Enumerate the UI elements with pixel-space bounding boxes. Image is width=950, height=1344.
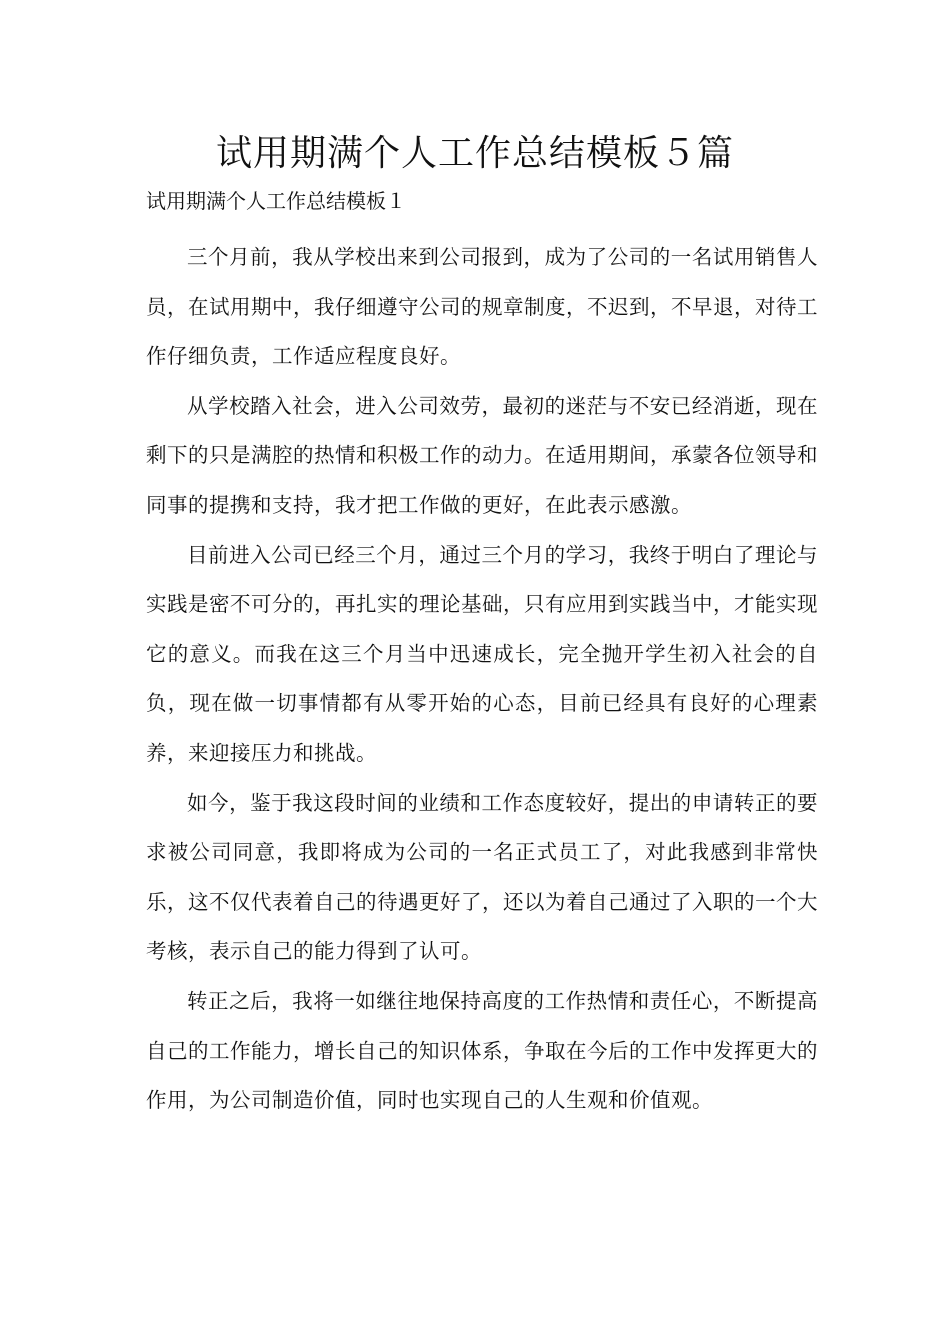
document-title: 试用期满个人工作总结模板５篇 (215, 133, 734, 174)
paragraph-2: 从学校踏入社会，进入公司效劳，最初的迷茫与不安已经消逝，现在剩下的只是满腔的热情和积极工作的动力。在适用期间，承蒙各位领导和同事的提携和支持，我才把工作做的更好，在此表示感激。 (146, 393, 818, 517)
paragraph-4: 如今，鉴于我这段时间的业绩和工作态度较好，提出的申请转正的要求被公司同意，我即将成为公司的一名正式员工了，对此我感到非常快乐，这不仅代表着自己的待遇更好了，还以为着自己通过了入职的一个大考核，表示自己的能力得到了认可。 (146, 790, 818, 964)
paragraph-3: 目前进入公司已经三个月，通过三个月的学习，我终于明白了理论与实践是密不可分的，再扎实的理论基础，只有应用到实践当中，才能实现它的意义。而我在这三个月当中迅速成长，完全抛开学生初入社会的自负，现在做一切事情都有从零开始的心态，目前已经具有良好的心理素养，来迎接压力和挑战。 (146, 542, 818, 765)
section-heading: 试用期满个人工作总结模板１ (146, 189, 406, 213)
paragraph-1: 三个月前，我从学校出来到公司报到，成为了公司的一名试用销售人员，在试用期中，我仔细遵守公司的规章制度，不迟到，不早退，对待工作仔细负责，工作适应程度良好。 (146, 245, 818, 369)
paragraph-5: 转正之后，我将一如继往地保持高度的工作热情和责任心，不断提高自己的工作能力，增长自己的知识体系，争取在今后的工作中发挥更大的作用，为公司制造价值，同时也实现自己的人生观和价值观。 (146, 988, 818, 1113)
document-body (146, 233, 818, 1126)
